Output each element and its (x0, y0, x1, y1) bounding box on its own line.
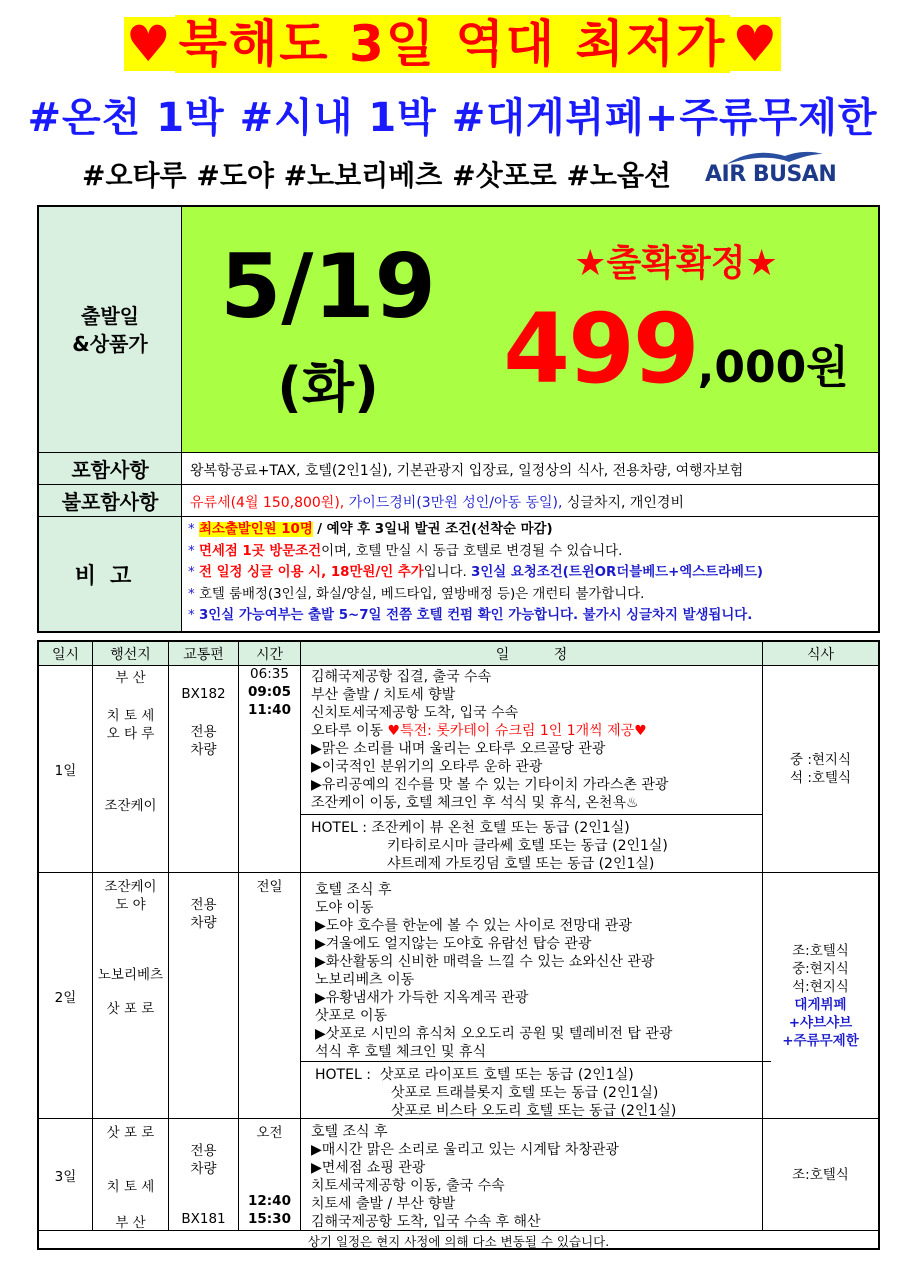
meal-special: +샤브샤브 (788, 1014, 853, 1031)
meal-special: 대게뷔페 (794, 996, 847, 1013)
special-offer: ♥특전: 롯카테이 슈크림 1인 1개씩 제공♥ (387, 723, 647, 739)
times: 06:35 09:05 11:40 (239, 666, 301, 872)
logo-busan: BUSAN (752, 162, 837, 187)
meals: 조:호텔식 중:현지식 석:현지식 대게뷔페 +샤브샤브 +주류무제한 (782, 942, 859, 1049)
note-line: * 호텔 룸배정(3인실, 화실/양실, 베드타입, 옆방배정 등)은 개런티 불가합니다. (188, 586, 645, 602)
departure-label: 출발일 &상품가 (39, 207, 182, 453)
departure-confirmed: ★출확확정★ (574, 243, 778, 284)
price-cell (474, 207, 878, 453)
product-price: 499,000원 (503, 293, 849, 405)
day-label: 2일 (39, 873, 93, 1118)
note-line: * 최소출발인원 10명 / 예약 후 3일내 발권 조건(선착순 마감) (188, 522, 553, 537)
departure-weekday: (화) (277, 356, 379, 419)
heart-icon: ♥ (125, 15, 173, 73)
col-header-transport: 교통편 (169, 642, 239, 666)
exclude-text: 유류세(4월 150,800원), 가이드경비(3만원 성인/아동 동일), 싱글차지, 개인경비 (182, 485, 878, 517)
air-busan-logo (705, 148, 837, 193)
day-label: 1일 (39, 666, 93, 872)
departure-date: 5/19 (220, 235, 436, 338)
meal-special: +주류무제한 (782, 1032, 859, 1049)
day-label: 3일 (39, 1119, 93, 1230)
destinations: 조잔케이 도 야 노보리베츠 삿 포 로 (93, 873, 169, 1118)
itinerary: 호텔 조식 후 도야 이동 ▶도야 호수를 한눈에 볼 수 있는 사이로 전망대 관광 ▶겨울에도 얼지않는 도야호 유람선 탑승 관광 ▶화산활동의 신비한 매력을 느낄 수 있는 쇼와신산 관광 노보리베츠 이동 ▶유황냄새가 가득한 지옥계곡 관광 삿포로 이동 ▶삿포로 시민의 휴식처 오오도리 공원 및 텔레비전 탑 관광 석식 후 호텔 체크인 및 휴식 HOTEL : 삿포로 라이포트 호텔 또는 동급 (2인1실) 삿포로 트래블롯지 호텔 또는 동급 (2인1실) 삿포로 비스타 오도리 호텔 또는 동급 (2인1실) (301, 873, 763, 1118)
col-header-itinerary: 일 정 (301, 642, 763, 666)
schedule-disclaimer: 상기 일정은 현지 사정에 의해 다소 변동될 수 있습니다. (307, 1234, 610, 1249)
logo-air: AIR (705, 162, 746, 187)
itinerary-table (37, 640, 880, 1250)
hotel-list: HOTEL : 삿포로 라이포트 호텔 또는 동급 (2인1실) 삿포로 트래블롯지 호텔 또는 동급 (2인1실) 삿포로 비스타 오도리 호텔 또는 동급 (2인1실) (301, 1061, 771, 1119)
tags-line: #오타루 #도야 #노보리베츠 #삿포로 #노옵션 (82, 159, 672, 192)
day3-row (39, 1119, 878, 1231)
times: 전일 (239, 873, 301, 1118)
transport: BX182 전용 차량 (169, 666, 239, 872)
meals: 조:호텔식 (792, 1166, 849, 1183)
col-header-date: 일시 (39, 642, 93, 666)
departure-date-cell (182, 207, 474, 453)
subtitle: #온천 1박 #시내 1박 #대게뷔페+주류무제한 (27, 95, 878, 141)
note-label: 비고 (39, 517, 182, 631)
include-label: 포함사항 (39, 453, 182, 485)
col-header-meals: 식사 (763, 642, 878, 666)
transport: 전용 차량 (169, 873, 239, 1118)
title-text: 북해도 3일 역대 최저가 (175, 15, 731, 73)
hotel-list: HOTEL : 조잔케이 뷰 온천 호텔 또는 동급 (2인1실) 키타히로시마 클라쎄 호텔 또는 동급 (2인1실) 샤트레제 가토킹덤 호텔 또는 동급 (2인1실) (301, 814, 762, 873)
note-line: * 면세점 1곳 방문조건이며, 호텔 만실 시 동급 호텔로 변경될 수 있습니다. (188, 543, 623, 559)
times: 오전 12:40 15:30 (239, 1119, 301, 1230)
meals: 중 :현지식 석 :호텔식 (789, 752, 851, 786)
itinerary: 호텔 조식 후 ▶매시간 맑은 소리로 울리고 있는 시계탑 차창관광 ▶면세점 쇼핑 관광 치토세국제공항 이동, 출국 수속 치토세 출발 / 부산 향발 김해국제공항 도착, 입국 수속 후 해산 (301, 1119, 763, 1230)
col-header-destination: 행선지 (93, 642, 169, 666)
itinerary: 김해국제공항 집결, 출국 수속 부산 출발 / 치토세 향발 신치토세국제공항 도착, 입국 수속 오타루 이동 ♥특전: 롯카테이 슈크림 1인 1개씩 제공♥ ▶맑은 소리를 내며 울리는 오타루 오르골당 관광 ▶이국적인 분위기의 오타루 운하 관광 ▶유리공예의 진수를 맛 볼 수 있는 기타이치 가라스촌 관광 조잔케이 이동, 호텔 체크인 후 석식 및 휴식, 온천욕♨ HOTEL : 조잔케이 뷰 온천 호텔 또는 동급 (2인1실) 키타히로시마 클라쎄 호텔 또는 동급 (2인1실) 샤트레제 가토킹덤 호텔 또는 동급 (2인1실) (301, 666, 763, 872)
main-title (0, 4, 905, 76)
include-text: 왕복항공료+TAX, 호텔(2인1실), 기본관광지 입장료, 일정상의 식사, 전용차량, 여행자보험 (182, 453, 878, 485)
heart-icon: ♥ (732, 15, 780, 73)
note-line: * 3인실 가능여부는 출발 5~7일 전쯤 호텔 컨펌 확인 가능합니다. 불가시 싱글차지 발생됩니다. (188, 608, 753, 623)
destinations: 삿 포 로 치 토 세 부 산 (93, 1119, 169, 1230)
col-header-time: 시간 (239, 642, 301, 666)
day1-row (39, 666, 878, 873)
transport: 전용 차량 BX181 (169, 1119, 239, 1230)
note-line: * 전 일정 싱글 이용 시, 18만원/인 추가입니다. 3인실 요청조건(트윈OR더블베드+엑스트라베드) (188, 565, 764, 580)
product-info-table (37, 205, 880, 633)
exclude-label: 불포함사항 (39, 485, 182, 517)
destinations: 부 산 치 토 세 오 타 루 조잔케이 (93, 666, 169, 872)
notes (182, 517, 878, 631)
day2-row (39, 873, 878, 1119)
